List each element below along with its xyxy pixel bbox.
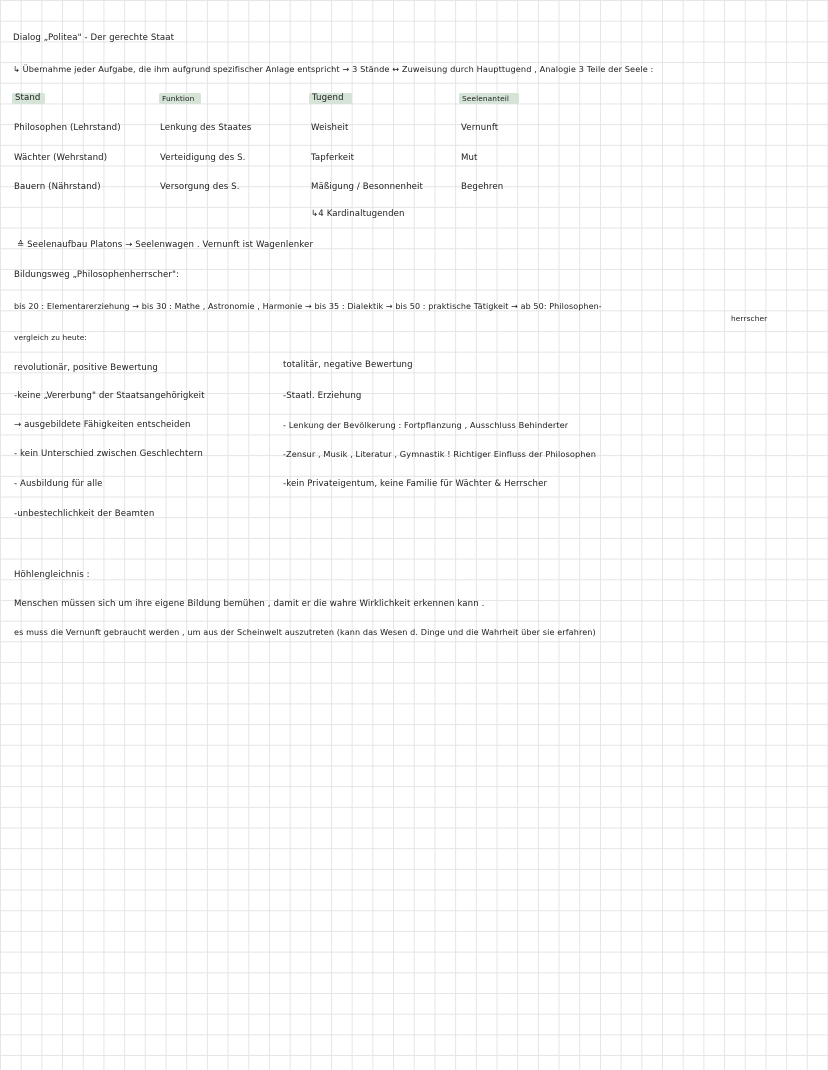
table-cell: Philosophen (Lehrstand) xyxy=(14,123,121,133)
table-cell: Vernunft xyxy=(461,123,499,133)
table-cell: Weisheit xyxy=(311,123,349,133)
vergleich-left-item: - Ausbildung für alle xyxy=(14,479,103,489)
bildungsweg-line: bis 20 : Elementarerziehung → bis 30 : Mathe , Astronomie , Harmonie → bis 35 : Dialektik → bis 50 : praktische Tätigkeit → ab 50: Philosophen- xyxy=(14,302,602,311)
table-cell: Bauern (Nährstand) xyxy=(14,182,101,192)
vergleich-left-item: -keine „Vererbung" der Staatsangehörigkeit xyxy=(14,391,205,401)
vergleich-heading: vergleich zu heute: xyxy=(14,333,87,342)
table-cell: Mut xyxy=(461,153,478,163)
table-cell: Versorgung des S. xyxy=(160,182,240,192)
table-header-seelenanteil: Seelenanteil xyxy=(462,94,510,103)
table-cell: Lenkung des Staates xyxy=(160,123,252,133)
seelenaufbau-line: ≙ Seelenaufbau Platons → Seelenwagen . Vernunft ist Wagenlenker xyxy=(17,240,314,250)
table-header-stand: Stand xyxy=(15,93,41,103)
table-cell: Begehren xyxy=(461,182,504,192)
bildungsweg-line-cont: herrscher xyxy=(731,314,768,323)
table-header-tugend: Tugend xyxy=(312,93,344,103)
vergleich-right-item: -kein Privateigentum, keine Familie für Wächter & Herrscher xyxy=(283,479,548,489)
intro-line: ↳ Übernahme jeder Aufgabe, die ihm aufgrund spezifischer Anlage entspricht → 3 Stände ↔ Zuweisung durch Haupttugend , Analogie 3 Teile der Seele : xyxy=(13,64,654,74)
vergleich-left-item: revolutionär, positive Bewertung xyxy=(14,363,158,373)
table-cell: Tapferkeit xyxy=(311,153,355,163)
vergleich-right-item: -Staatl. Erziehung xyxy=(283,391,362,401)
table-cell: Mäßigung / Besonnenheit xyxy=(311,182,423,192)
page-title: Dialog „Politea" - Der gerechte Staat xyxy=(13,33,175,43)
hoehlengleichnis-line: es muss die Vernunft gebraucht werden , um aus der Scheinwelt auszutreten (kann das Wesen d. Dinge und die Wahrheit über sie erfahren) xyxy=(14,627,596,637)
kardinaltugenden-note: ↳4 Kardinaltugenden xyxy=(311,209,405,219)
vergleich-right-item: totalitär, negative Bewertung xyxy=(283,360,413,370)
hoehlengleichnis-heading: Höhlengleichnis : xyxy=(14,570,90,580)
vergleich-left-item: -unbestechlichkeit der Beamten xyxy=(14,509,155,519)
table-cell: Wächter (Wehrstand) xyxy=(14,153,108,163)
vergleich-left-item: - kein Unterschied zwischen Geschlechtern xyxy=(14,449,203,459)
table-header-funktion: Funktion xyxy=(162,94,195,103)
bildungsweg-heading: Bildungsweg „Philosophenherrscher": xyxy=(14,270,180,280)
vergleich-left-item: → ausgebildete Fähigkeiten entscheiden xyxy=(14,420,191,430)
vergleich-right-item: -Zensur , Musik , Literatur , Gymnastik ! Richtiger Einfluss der Philosophen xyxy=(283,449,596,459)
vergleich-right-item: - Lenkung der Bevölkerung : Fortpflanzung , Ausschluss Behinderter xyxy=(283,420,569,430)
table-cell: Verteidigung des S. xyxy=(160,153,246,163)
hoehlengleichnis-line: Menschen müssen sich um ihre eigene Bildung bemühen , damit er die wahre Wirklichkeit erkennen kann . xyxy=(14,599,485,609)
